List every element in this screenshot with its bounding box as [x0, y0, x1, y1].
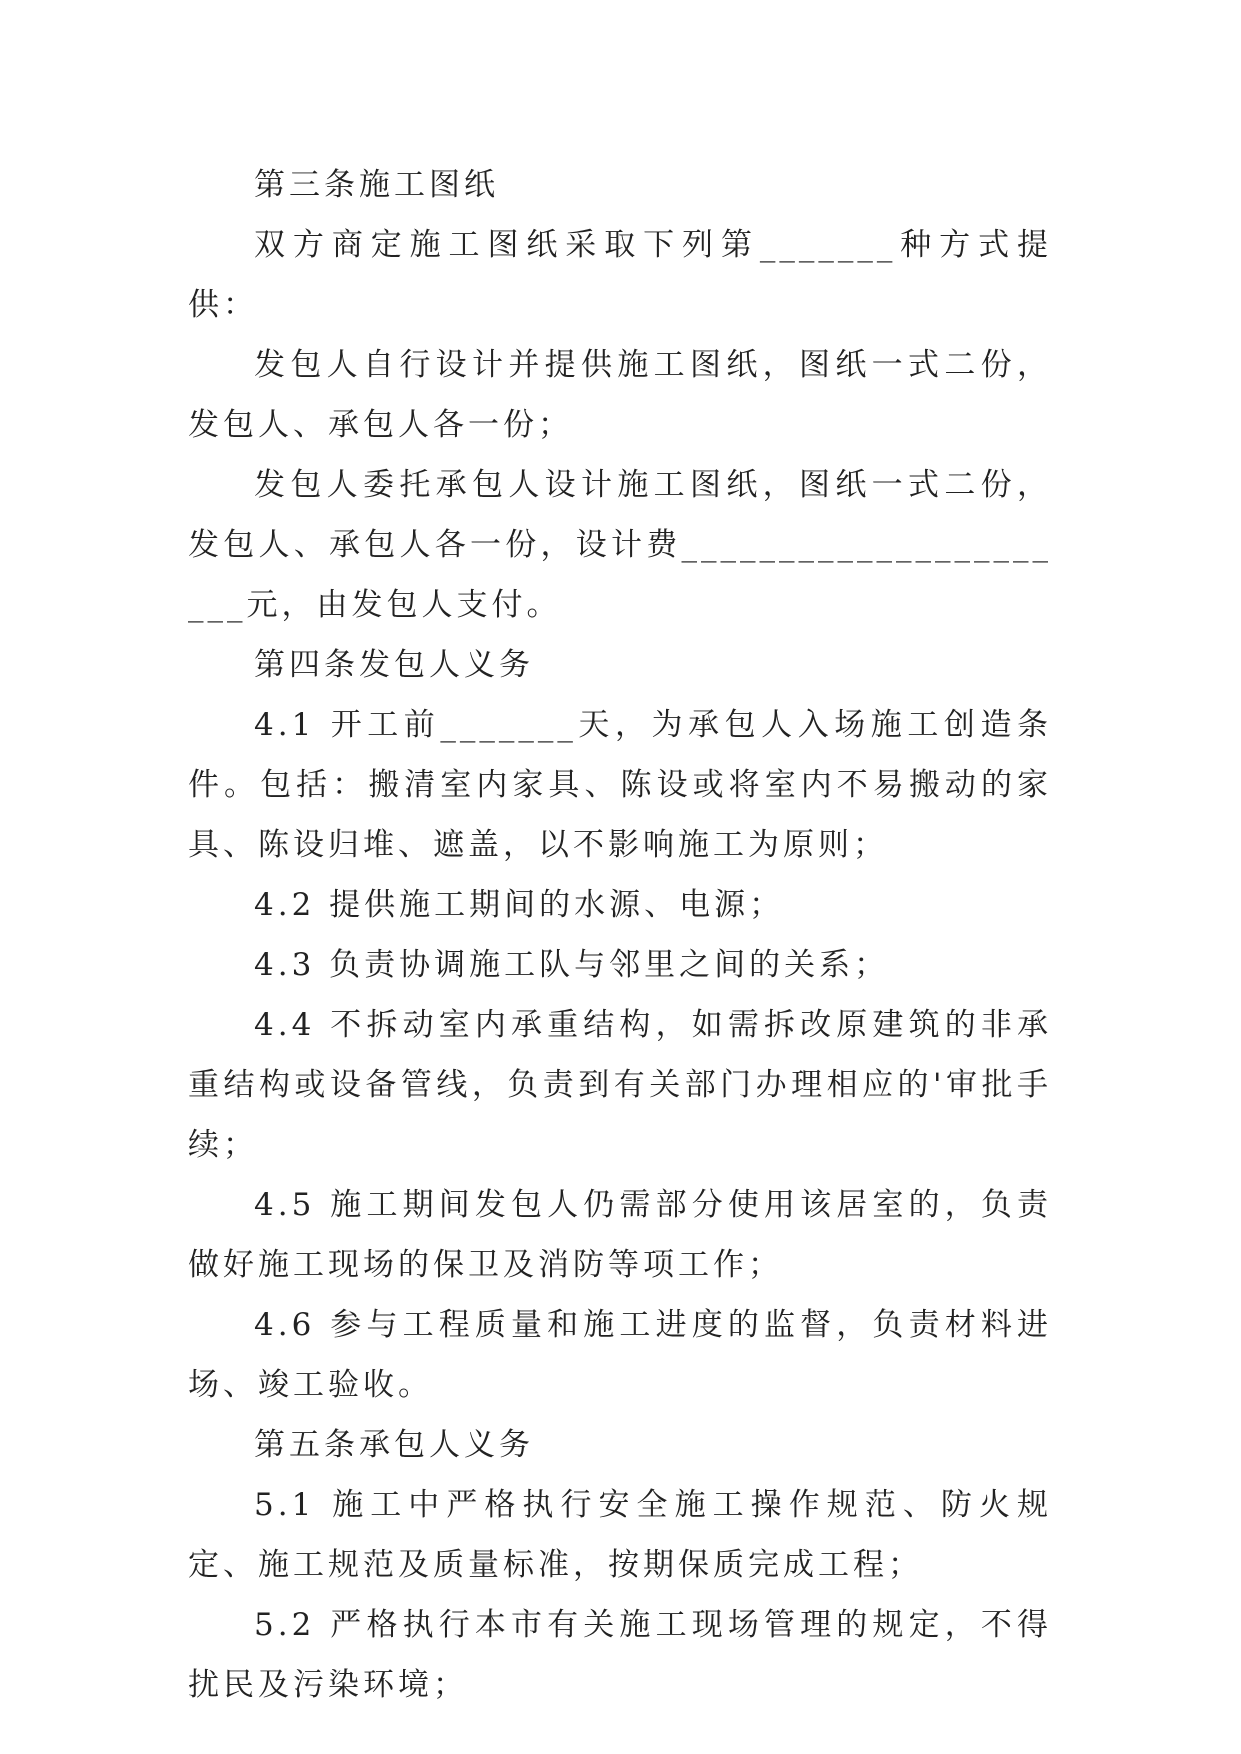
clause-5-2: 5.2 严格执行本市有关施工现场管理的规定，不得扰民及污染环境；: [188, 1607, 1052, 1703]
paragraph-drawing-method: 双方商定施工图纸采取下列第_______种方式提供：: [188, 227, 1052, 323]
paragraph-option-self-design: 发包人自行设计并提供施工图纸，图纸一式二份，发包人、承包人各一份；: [188, 347, 1052, 443]
section-heading-3: 第三条施工图纸: [254, 167, 499, 203]
document-body: [188, 155, 1052, 1715]
clause-4-6: 4.6 参与工程质量和施工进度的监督，负责材料进场、竣工验收。: [188, 1307, 1052, 1403]
paragraph-option-contractor-design: 发包人委托承包人设计施工图纸，图纸一式二份，发包人、承包人各一份，设计费______________________元，由发包人支付。: [188, 467, 1052, 623]
clause-4-4: 4.4 不拆动室内承重结构，如需拆改原建筑的非承重结构或设备管线，负责到有关部门办理相应的'审批手续；: [188, 1007, 1052, 1163]
clause-4-5: 4.5 施工期间发包人仍需部分使用该居室的，负责做好施工现场的保卫及消防等项工作；: [188, 1187, 1052, 1283]
clause-5-1: 5.1 施工中严格执行安全施工操作规范、防火规定、施工规范及质量标准，按期保质完成工程；: [188, 1487, 1052, 1583]
clause-4-2: 4.2 提供施工期间的水源、电源；: [254, 887, 785, 923]
section-heading-4: 第四条发包人义务: [254, 647, 534, 683]
clause-4-1: 4.1 开工前_______天，为承包人入场施工创造条件。包括：搬清室内家具、陈设或将室内不易搬动的家具、陈设归堆、遮盖，以不影响施工为原则；: [188, 707, 1052, 863]
section-heading-5: 第五条承包人义务: [254, 1427, 534, 1463]
clause-4-3: 4.3 负责协调施工队与邻里之间的关系；: [254, 947, 890, 983]
